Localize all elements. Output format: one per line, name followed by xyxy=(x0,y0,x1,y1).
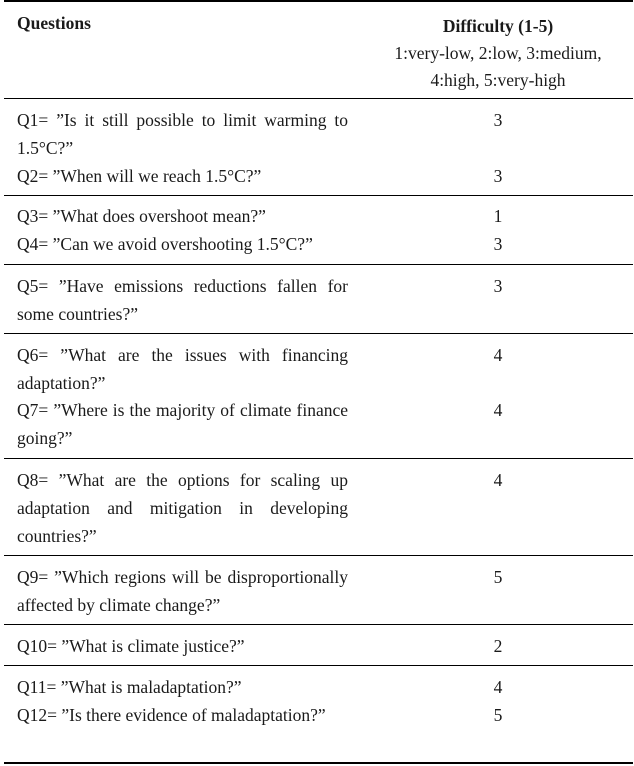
group-rule xyxy=(4,333,633,334)
bottom-rule xyxy=(4,762,633,764)
difficulty-q11: 4 xyxy=(493,677,503,697)
question-q12: Q12= ”Is there evidence of maladaptation?” xyxy=(17,705,326,725)
top-rule xyxy=(4,0,633,2)
difficulty-q5: 3 xyxy=(493,276,503,296)
difficulty-q6: 4 xyxy=(493,345,503,365)
question-q7: Q7= ”Where is the majority of climate finance going?” xyxy=(17,400,348,448)
question-q11: Q11= ”What is maladaptation?” xyxy=(17,677,242,697)
group-rule xyxy=(4,264,633,265)
difficulty-q2: 3 xyxy=(493,166,503,186)
question-q1: Q1= ”Is it still possible to limit warming to 1.5°C?” xyxy=(17,110,348,158)
difficulty-q1: 3 xyxy=(493,110,503,130)
group-rule xyxy=(4,624,633,625)
group-rule xyxy=(4,458,633,459)
difficulty-q4: 3 xyxy=(493,234,503,254)
difficulty-q8: 4 xyxy=(493,470,503,490)
questions-header: Questions xyxy=(17,13,91,33)
difficulty-scale-line-1: 1:very-low, 2:low, 3:medium, xyxy=(394,43,602,63)
question-q5: Q5= ”Have emissions reductions fallen for some countries?” xyxy=(17,276,348,324)
question-q10: Q10= ”What is climate justice?” xyxy=(17,636,245,656)
difficulty-q7: 4 xyxy=(493,400,503,420)
difficulty-scale-line-2: 4:high, 5:very-high xyxy=(430,70,566,90)
group-rule xyxy=(4,555,633,556)
difficulty-q12: 5 xyxy=(493,705,503,725)
question-q6: Q6= ”What are the issues with financing adaptation?” xyxy=(17,345,348,393)
difficulty-title: Difficulty (1-5) xyxy=(442,16,554,36)
group-rule xyxy=(4,195,633,196)
difficulty-q3: 1 xyxy=(493,206,503,226)
difficulty-q10: 2 xyxy=(493,636,503,656)
question-q4: Q4= ”Can we avoid overshooting 1.5°C?” xyxy=(17,234,313,254)
difficulty-q9: 5 xyxy=(493,567,503,587)
question-q3: Q3= ”What does overshoot mean?” xyxy=(17,206,266,226)
difficulty-header xyxy=(370,13,626,94)
group-rule xyxy=(4,665,633,666)
question-q2: Q2= ”When will we reach 1.5°C?” xyxy=(17,166,262,186)
question-q9: Q9= ”Which regions will be disproportionally affected by climate change?” xyxy=(17,567,348,615)
question-q8: Q8= ”What are the options for scaling up adaptation and mitigation in developing countries?” xyxy=(17,470,348,546)
header-rule xyxy=(4,98,633,99)
